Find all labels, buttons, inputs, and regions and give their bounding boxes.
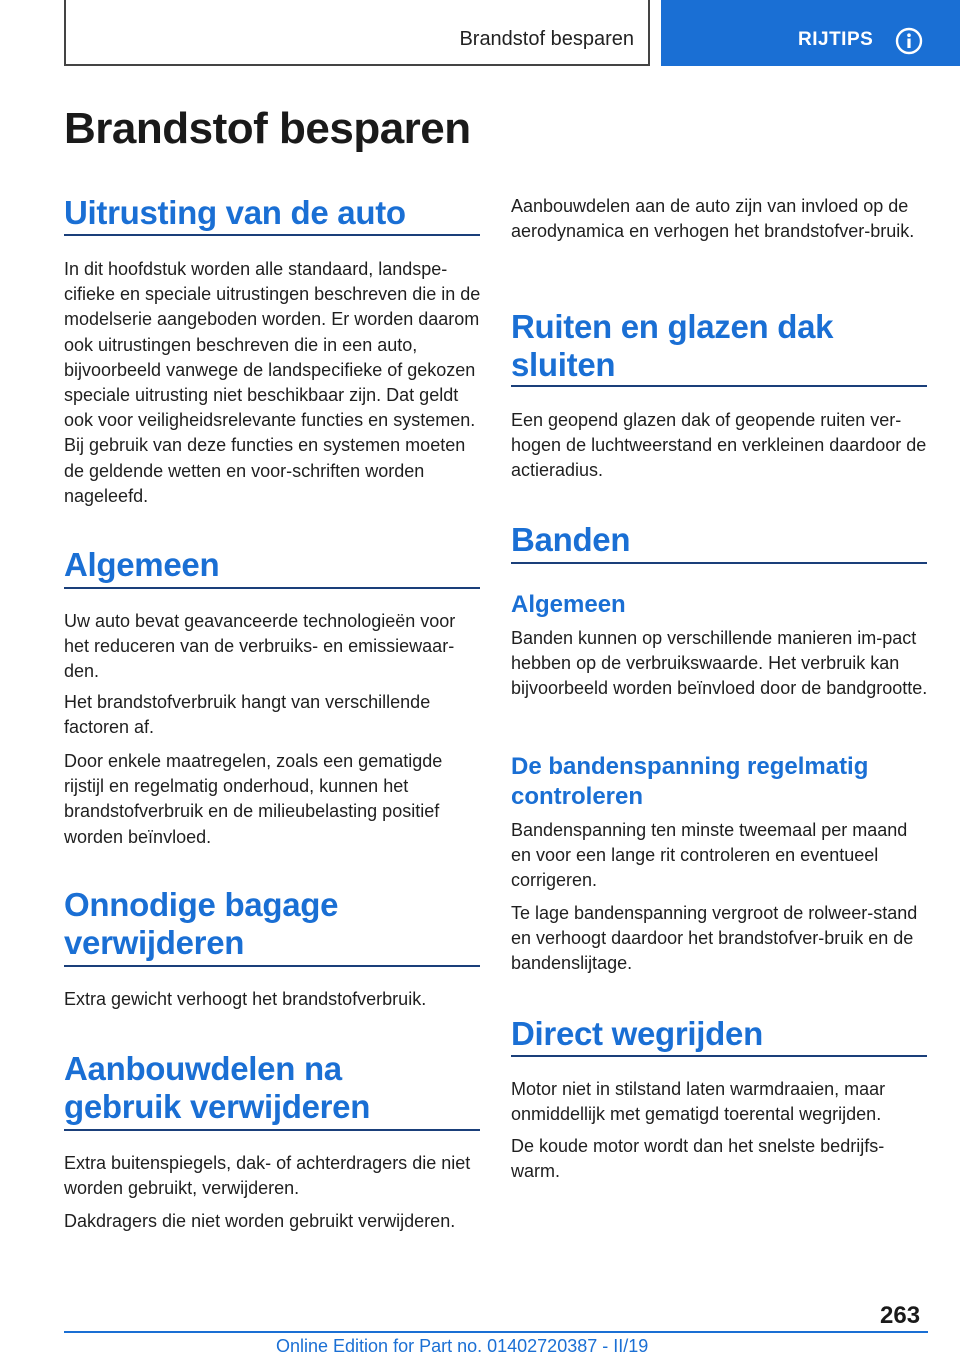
paragraph: Uw auto bevat geavanceerde technologieën voor het reduceren van de verbruiks- en emissiewaar-den. [64,611,456,682]
paragraph: Bandenspanning ten minste tweemaal per maand en voor een lange rit controleren en eventueel corrigeren. [511,820,908,891]
heading-rule [511,1055,927,1057]
header-section-tab[interactable] [661,0,960,66]
footer-edition: Online Edition for Part no. 01402720387 - II/19 [276,1336,649,1356]
heading-rule [64,587,480,589]
heading-rule [511,385,927,387]
heading-rule [64,965,480,967]
paragraph: Te lage bandenspanning vergroot de rolweer-stand en verhoogt daardoor het brandstofver-bruik en de bandenslijtage. [511,903,918,974]
heading-ruiten: Ruiten en glazen dak sluiten [511,308,834,383]
page-number: 263 [880,1302,921,1329]
info-icon[interactable] [895,27,923,55]
header-chapter-title: Brandstof besparen [459,28,634,50]
paragraph: Extra buitenspiegels, dak- of achterdragers die niet worden gebruikt, verwijderen. [64,1153,471,1199]
paragraph: Dakdragers die niet worden gebruikt verwijderen. [64,1211,456,1231]
page-title: Brandstof besparen [64,104,471,153]
subheading-bandenspanning: De bandenspanning regelmatig controleren [511,753,869,810]
heading-rule [64,1129,480,1131]
header-section-label: RIJTIPS [798,29,874,50]
paragraph: Banden kunnen op verschillende manieren im-pact hebben op de verbruikswaarde. Het verbruik kan bijvoorbeeld worden beïnvloed door de bandgrootte. [511,628,928,699]
paragraph: Door enkele maatregelen, zoals een gematigde rijstijl en regelmatig onderhoud, kunnen het brandstofverbruik en de milieubelasting positief worden beïnvloed. [64,751,443,847]
footer-rule [64,1331,928,1333]
subheading-algemeen: Algemeen [511,591,626,618]
heading-aanbouwdelen: Aanbouwdelen na gebruik verwijderen [64,1050,371,1125]
paragraph: Een geopend glazen dak of geopende ruiten ver-hogen de luchtweerstand en verkleinen daardoor de actieradius. [511,410,927,481]
heading-algemeen: Algemeen [64,546,220,583]
heading-direct-wegrijden: Direct wegrijden [511,1015,763,1052]
heading-banden: Banden [511,521,631,558]
paragraph: Aanbouwdelen aan de auto zijn van invloed op de aerodynamica en verhogen het brandstofver-bruik. [511,196,915,242]
heading-uitrusting: Uitrusting van de auto [64,194,406,231]
heading-rule [511,562,927,564]
paragraph: De koude motor wordt dan het snelste bedrijfs-warm. [511,1136,885,1182]
header-chapter-box [64,0,650,66]
paragraph: Extra gewicht verhoogt het brandstofverbruik. [64,989,427,1009]
paragraph: In dit hoofdstuk worden alle standaard, landspe-cifieke en speciale uitrustingen beschreven die in de modelserie aangeboden worden. Er worden daarom ook uitrustingen beschreven die in een auto, bijvoorbeeld vanwege de landspecifieke of gekozen speciale uitrusting niet beschikbaar zijn. Dat geldt ook voor veiligheidsrelevante functies en systemen. Bij gebruik van deze functies en systemen moeten de geldende wetten en voor-schriften worden nageleefd. [64,259,481,506]
heading-onnodige-bagage: Onnodige bagage verwijderen [64,886,339,961]
paragraph: Het brandstofverbruik hangt van verschillende factoren af. [64,692,431,738]
paragraph: Motor niet in stilstand laten warmdraaien, maar onmiddellijk met gematigd toerental wegrijden. [511,1079,886,1125]
heading-rule [64,234,480,236]
